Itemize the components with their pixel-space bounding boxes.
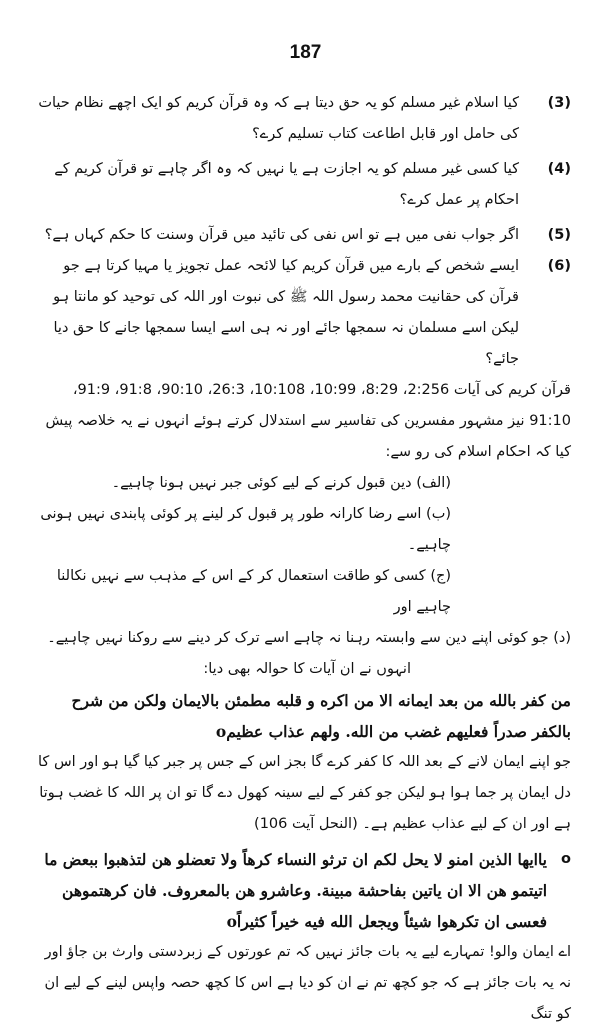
question-text: کیا کسی غیر مسلم کو یہ اجازت ہے یا نہیں کہ وہ اگر چاہے تو قرآن کریم کے احکام پر عمل کرے؟ <box>54 161 519 208</box>
point-be: (ب) اسے رضا کارانہ طور پر قبول کر لینے پر کوئی پابندی نہیں ہونی چاہیے۔ <box>40 506 451 553</box>
page-content <box>38 88 571 1030</box>
question-item-5 <box>38 220 571 251</box>
question-item-4 <box>38 154 571 216</box>
question-text: ایسے شخص کے بارے میں قرآن کریم کیا لائحہ عمل تجویز یا مہیا کرتا ہے جو قرآن کی حقانیت محمد رسول اللہ ﷺ کی نبوت اور اللہ کی توحید کو مانتا ہو لیکن اسے مسلمان نہ سمجھا جائے اور نہ ہی اسے ایسا سمجھا جانے کا حق دیا جائے؟ <box>53 258 519 367</box>
question-number: (3) <box>547 95 571 111</box>
bullet-circle: o <box>561 851 571 867</box>
arabic-verse-2: یاایها الذین امنو لا یحل لکم ان ترثو النساء کرهاً ولا تعضلو هن لتذهبوا ببعض ما اتیتمو هن الا ان یاتین بفاحشة مبینة. وعاشرو هن بالمعروف. فان کرهتموهن فعسی ان تکرهوا شیئاً ویجعل الله فیه خیراً کثیراًo <box>44 850 547 931</box>
question-item-3 <box>38 88 571 150</box>
question-text: اگر جواب نفی میں ہے تو اس نفی کی تائید میں قرآن وسنت کا حکم کہاں ہے؟ <box>44 227 519 243</box>
intro-line: انہوں نے ان آیات کا حوالہ بھی دیا: <box>203 661 411 677</box>
bullet-verse-block <box>38 844 571 937</box>
page-number: 187 <box>289 42 322 63</box>
question-text: کیا اسلام غیر مسلم کو یہ حق دیتا ہے کہ وہ قرآن کریم کو ایک اچھے نظام حیات کی حامل اور قابل اطاعت کتاب تسلیم کرے؟ <box>38 95 519 142</box>
verses-paragraph: قرآن کریم کی آیات 2:256، 8:29، 10:99، 10:108، 26:3، 90:10، 91:8، 91:9، 91:10 نیز مشہور مفسرین کی تفاسیر سے استدلال کرتے ہوئے انہوں نے یہ خلاصہ پیش کیا کہ احکام اسلام کی رو سے: <box>45 382 571 460</box>
point-alif: (الف) دین قبول کرنے کے لیے کوئی جبر نہیں ہونا چاہیے۔ <box>111 475 451 491</box>
question-number: (4) <box>547 161 571 177</box>
question-number: (6) <box>547 258 571 274</box>
points-list <box>38 468 451 623</box>
point-jeem: (ج) کسی کو طاقت استعمال کر کے اس کے مذہب سے نہیں نکالنا چاہیے اور <box>56 568 451 615</box>
point-dal: (د) جو کوئی اپنے دین سے وابستہ رہنا نہ چاہے اسے ترک کر دینے سے روکنا نہیں چاہیے۔ <box>47 630 571 646</box>
translation-2: اے ایمان والو! تمہارے لیے یہ بات جائز نہیں کہ تم عورتوں کے زبردستی وارث بن جاؤ اور نہ یہ بات جائز ہے کہ جو کچھ تم نے ان کو دیا ہے اس کا کچھ حصہ واپس لینے کے لیے ان کو تنگ <box>44 944 571 1022</box>
question-item-6 <box>38 251 571 375</box>
translation-1: جو اپنے ایمان لانے کے بعد اللہ کا کفر کرے گا بجز اس کے جس پر جبر کیا گیا ہو اور اس کا دل ایمان پر جما ہوا ہو لیکن جو کفر کے لیے سینہ کھول دے گا تو ان پر اللہ کا غضب ہوتا ہے اور ان کے لیے عذاب عظیم ہے۔ (النحل آیت 106) <box>38 754 571 832</box>
arabic-verse-1: من کفر بالله من بعد ایمانه الا من اکره و قلبه مطمئن بالایمان ولکن من شرح بالکفر صدراً فعلیهم غضب من الله. ولهم عذاب عظیمo <box>71 691 571 741</box>
question-number: (5) <box>547 227 571 243</box>
